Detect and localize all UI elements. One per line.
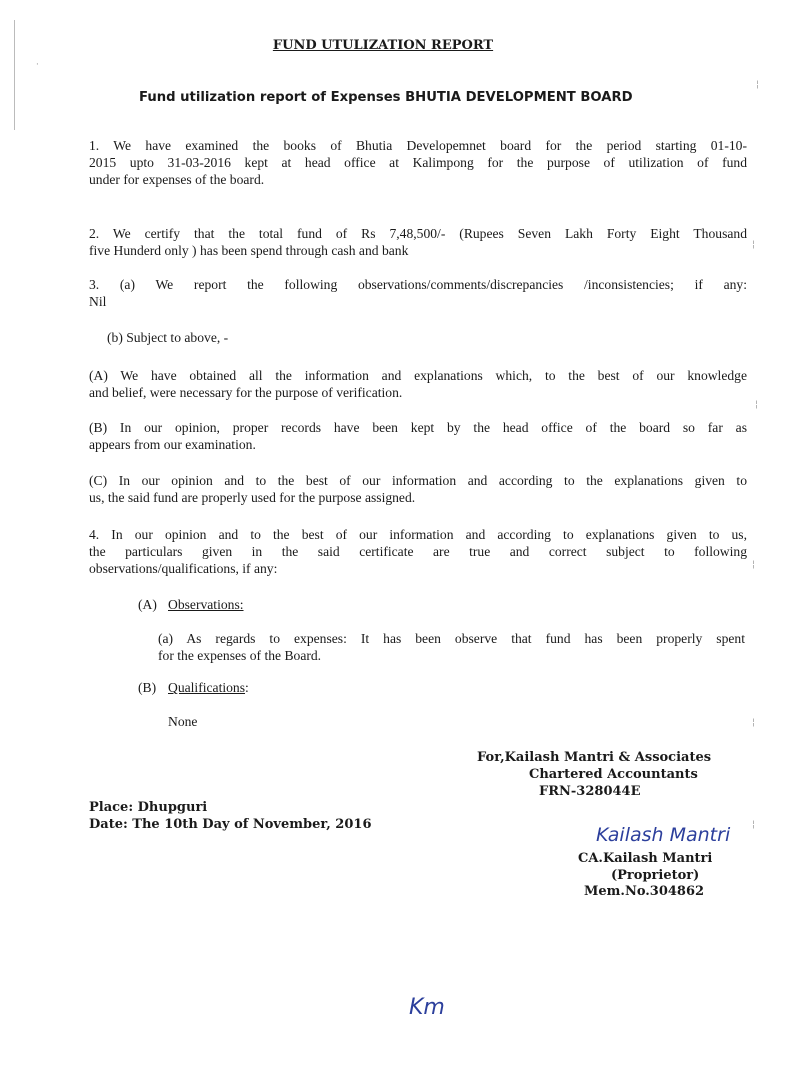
firm-name: For,Kailash Mantri & Associates [477,750,712,765]
observations-text [158,630,745,664]
firm-registration: FRN-328044E [539,784,641,799]
paragraph-c-line: (C) In our opinion and to the best of our information and according to the explanations given to [89,473,747,488]
scan-mark: ¦ [752,718,756,728]
paragraph-1-line: 1. We have examined the books of Bhutia Developemnet board for the period starting 01-10- [89,138,747,153]
document-title: FUND UTULIZATION REPORT [272,38,494,53]
scan-mark: ¦ [752,820,756,830]
paragraph-c [89,472,747,506]
scan-mark: · [36,60,39,70]
membership-number: Mem.No.304862 [584,884,705,899]
signatory-name: CA.Kailash Mantri [578,851,713,866]
paragraph-1-line: under for expenses of the board. [89,172,265,187]
qualifications-colon: : [245,680,249,695]
paragraph-a [89,367,747,401]
observations-text-line: for the expenses of the Board. [158,648,322,663]
place: Place: Dhupguri [89,800,208,815]
handwritten-signature: Kailash Mantri [596,824,731,846]
qualifications-heading: Qualifications [168,680,246,695]
left-edge-line [14,20,15,130]
observations-text-line: (a) As regards to expenses: It has been observe that fund has been properly spent [158,631,745,646]
paragraph-b-line: appears from our examination. [89,437,256,452]
paragraph-4-line: observations/qualifications, if any: [89,561,278,576]
qualifications-heading-wrap [168,679,308,696]
paragraph-1 [89,137,747,188]
paragraph-3-line: Nil [89,294,107,309]
qualifications-text: None [168,714,198,729]
date: Date: The 10th Day of November, 2016 [89,817,372,832]
paragraph-4-line: the particulars given in the said certificate are true and correct subject to following [89,544,747,559]
paragraph-3 [89,276,747,310]
paragraph-b [89,419,747,453]
paragraph-4 [89,526,747,577]
scan-mark: ¦ [755,400,759,410]
signatory-role: (Proprietor) [611,868,700,883]
firm-designation: Chartered Accountants [529,767,698,782]
qualifications-label: (B) [138,680,157,695]
paragraph-a-line: (A) We have obtained all the information and explanations which, to the best of our knowledge [89,368,747,383]
paragraph-3b: (b) Subject to above, - [107,330,229,345]
paragraph-c-line: us, the said fund are properly used for the purpose assigned. [89,490,416,505]
observations-heading: Observations: [168,597,244,612]
paragraph-3-line: 3. (a) We report the following observations/comments/discrepancies /inconsistencies; if any: [89,277,747,292]
paragraph-2-line: five Hunderd only ) has been spend through cash and bank [89,243,409,258]
scan-mark: ¦ [756,80,760,90]
scan-mark: ¦ [752,560,756,570]
report-subtitle: Fund utilization report of Expenses BHUTIA DEVELOPMENT BOARD [139,90,633,105]
observations-label: (A) [138,597,157,612]
paragraph-2 [89,225,747,259]
paragraph-2-line: 2. We certify that the total fund of Rs 7,48,500/- (Rupees Seven Lakh Forty Eight Thousand [89,226,747,241]
scan-mark: ¦ [752,240,756,250]
paragraph-4-line: 4. In our opinion and to the best of our information and according to explanations given to us, [89,527,747,542]
paragraph-a-line: and belief, were necessary for the purpose of verification. [89,385,403,400]
paragraph-b-line: (B) In our opinion, proper records have been kept by the head office of the board so far as [89,420,747,435]
paragraph-1-line: 2015 upto 31-03-2016 kept at head office at Kalimpong for the purpose of utilization of fund [89,155,747,170]
handwritten-initials: Km [409,995,445,1020]
